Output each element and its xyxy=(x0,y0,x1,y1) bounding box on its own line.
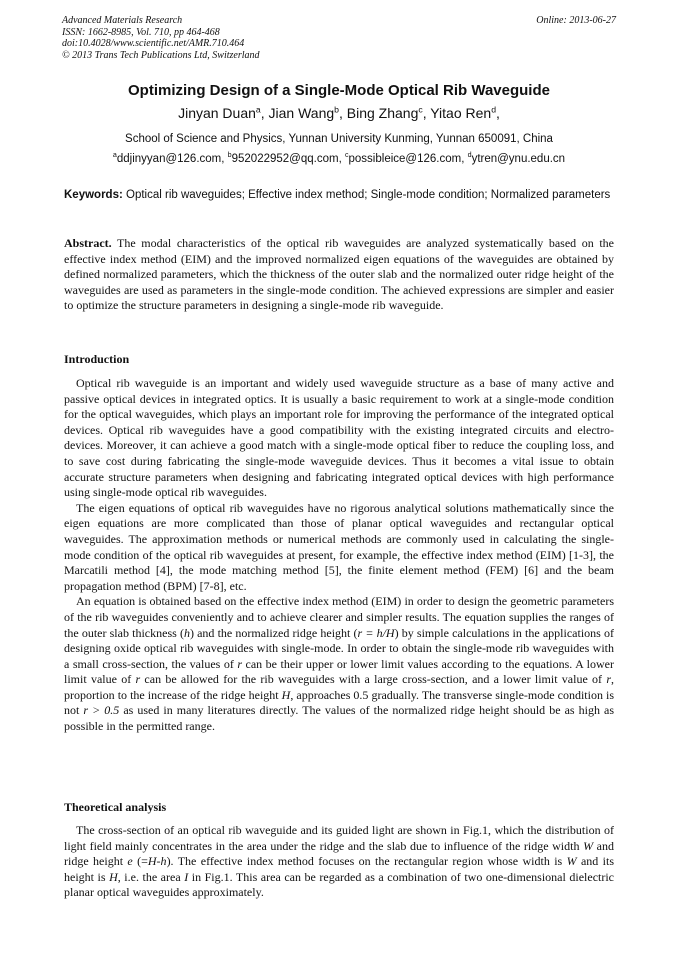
email-sup: a xyxy=(112,151,117,160)
email-address: 952022952@qq.com xyxy=(231,153,339,165)
math-var: I xyxy=(184,869,189,884)
text-run: , proportion to the increase of the ridge height xyxy=(64,672,614,702)
math-var: H xyxy=(109,869,118,884)
text-run: can be their upper or lower limit values according to the equations. A lower limit value of xyxy=(64,656,614,687)
text-run: ) and the normalized ridge height ( xyxy=(189,625,358,640)
text-run: The cross-section of an optical rib waveguide and its guided light are shown in Fig.1, which the distribution of light field mainly concentrates in the area under the ridge and the slab due to influence of the ridge width xyxy=(64,823,614,853)
email-sup: c xyxy=(344,151,349,160)
affiliation: School of Science and Physics, Yunnan University Kunming, Yunnan 650091, China xyxy=(125,133,553,145)
author-sup: b xyxy=(334,104,339,115)
author-name: Jian Wang xyxy=(268,105,335,121)
introduction-body xyxy=(64,376,614,735)
math-expr: r = h/H xyxy=(357,625,395,640)
author-name: Bing Zhang xyxy=(346,105,419,121)
math-var: H xyxy=(281,687,291,702)
author-name: Jinyan Duan xyxy=(178,105,256,121)
email-address: ytren@ynu.edu.cn xyxy=(471,153,566,165)
theory-body xyxy=(64,823,614,901)
text-run: as used in many literatures directly. The values of the normalized ridge height should be as high as possible in the permitted range. xyxy=(64,703,614,734)
author-sup: d xyxy=(491,104,497,115)
copyright-line: © 2013 Trans Tech Publications Ltd, Switzerland xyxy=(62,49,260,61)
author-sup: c xyxy=(418,104,423,115)
math-var: h xyxy=(183,625,190,640)
keywords-label: Keywords: xyxy=(64,189,123,201)
author-sup: a xyxy=(255,104,261,115)
journal-name: Advanced Materials Research xyxy=(62,15,183,26)
text-run: , i.e. the area xyxy=(117,869,185,884)
math-var: e xyxy=(127,854,133,869)
online-date: Online: 2013-06-27 xyxy=(536,15,616,26)
text-run: and ridge height xyxy=(64,838,614,869)
text-run: ) by simple calculations in the applications of designing oxide optical rib waveguides with single-mode. In order to obtain the single-mode rib waveguides with a small cross-section, the values of xyxy=(64,625,614,671)
intro-paragraph-1: Optical rib waveguide is an important and widely used waveguide structure as a base of many active and passive optical devices in integrated optics. It is usually a basic requirement to work at a single-mode condition for the optical waveguides, which plays an important role for improving the performance of the integrated optical devices. Optical rib waveguides have a good compatibility with the existing integrated circuits and electro-devices. Moreover, it can achieve a good match with a single-mode optical fiber to reduce the coupling loss, and to save cost during fabricating the single-mode waveguide devices. Thus it becomes a vital issue to obtain accurate structure parameters when designing and fabricating integrated optical devices with high performance using single-mode optical rib waveguides. xyxy=(64,376,614,500)
author-list: Jinyan Duan$^a$, Jian Wang$^b$, Bing Zhang$^c$, Yitao Ren$^d$, xyxy=(178,104,500,121)
math-expr: H-h xyxy=(147,854,167,869)
email-address: ddjinyyan@126.com xyxy=(116,153,222,165)
keywords-block xyxy=(64,188,614,203)
theory-heading: Theoretical analysis xyxy=(64,800,167,814)
abstract-block xyxy=(64,236,614,314)
abstract-text: The modal characteristics of the optical rib waveguides are analyzed systematically based on the effective index method (EIM) and the improved normalized eigen equations of the waveguides are obtained by defined normalized parameters, which the thickness of the outer slab and the normalized outer ridge height of the waveguides are used as parameters in the single-mode condition. The achieved expressions are simpler and easier to optimize the structure parameters in designing a single-mode rib waveguide. xyxy=(64,236,614,313)
email-sup: b xyxy=(227,151,232,160)
math-expr: r > 0.5 xyxy=(83,703,120,718)
math-var: r xyxy=(606,672,611,687)
doi-line: doi:10.4028/www.scientific.net/AMR.710.464 xyxy=(62,38,245,49)
author-name: Yitao Ren xyxy=(430,105,492,121)
email-sup: d xyxy=(467,151,472,160)
intro-paragraph-3 xyxy=(64,594,614,734)
text-run: (= xyxy=(132,854,148,869)
abstract-label: Abstract. xyxy=(64,236,112,250)
intro-paragraph-2: The eigen equations of optical rib waveguides have no rigorous analytical solutions mathematically since the eigen equations are more complicated than those of planar optical waveguides and rectangular optical waveguides. The approximation methods or numerical methods are commonly used in calculating the single-mode condition of the optical rib waveguides at present, for example, the effective index method (EIM) [1-3], the Marcatili method [4], the mode matching method [5], the finite element method (FEM) [6] and the beam propagation method (BPM) [7-8], etc. xyxy=(64,500,614,593)
math-var: W xyxy=(583,838,594,853)
math-var: W xyxy=(566,854,577,869)
theory-paragraph-1 xyxy=(64,823,614,901)
text-run: , approaches 0.5 gradually. The transverse single-mode condition is not xyxy=(64,687,614,718)
abstract-paragraph xyxy=(64,236,614,314)
text-run: in Fig.1. This area can be regarded as a combination of two one-dimensional dielectric planar optical waveguides approximately. xyxy=(64,869,615,900)
math-var: r xyxy=(237,656,242,671)
text-run: can be allowed for the rib waveguides with a large cross-section, and a lower limit value of xyxy=(140,672,607,687)
text-run: An equation is obtained based on the effective index method (EIM) in order to design the geometric parameters of the rib waveguides conveniently and to achieve clearer and simpler results. The equation supplies the ranges of the outer slab thickness ( xyxy=(64,594,614,640)
math-var: r xyxy=(135,672,141,687)
text-run: and its height is xyxy=(64,854,615,884)
issn-line: ISSN: 1662-8985, Vol. 710, pp 464-468 xyxy=(62,26,220,38)
email-address: possibleice@126.com xyxy=(348,153,462,165)
introduction-heading: Introduction xyxy=(64,352,130,366)
paper-title: Optimizing Design of a Single-Mode Optical Rib Waveguide xyxy=(128,82,550,99)
journal-header xyxy=(62,15,616,61)
email-list: $^a$ddjinyyan@126.com, $^b$952022952@qq.com, $^c$possibleice@126.com, $^d$ytren@ynu.edu.cn xyxy=(112,151,566,165)
text-run: ). The effective index method focuses on the rectangular region whose width is xyxy=(166,854,567,869)
keywords-text: Optical rib waveguides; Effective index method; Single-mode condition; Normalized parameters xyxy=(126,189,611,201)
